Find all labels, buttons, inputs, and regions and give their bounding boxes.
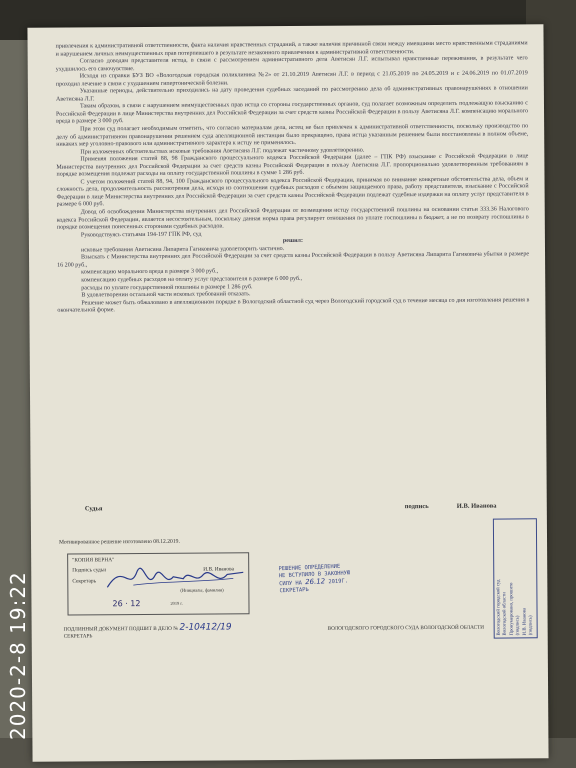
stamp-line-2: НЕ ВСТУПИЛО В ЗАКОННУЮ: [278, 570, 351, 580]
copy-stamp-secretary: Секретарь: [72, 578, 97, 585]
copy-stamp-year: 2019 г.: [170, 600, 183, 606]
binding-stamp-line: Пронумеровано, прошито: [509, 582, 515, 636]
signature-row: [85, 502, 525, 515]
copy-stamp-date: 26 · 12: [112, 599, 141, 609]
paragraph: Указанные периоды, действительно приходились на дату проведения судебных заседаний по рассмотрению дела об административных правонарушениях в отношении Аветисяна Л.Г.: [55, 85, 528, 103]
original-filed-note: [64, 624, 232, 640]
paragraph: расходы по уплате государственной пошлины в размере 1 286 руб.: [81, 283, 253, 291]
copy-stamp-judge-signature: Подпись судьи: [72, 567, 107, 574]
stamp-date-handwritten: 26.12: [304, 577, 326, 587]
original-filed-label: ПОДЛИННЫЙ ДОКУМЕНТ ПОДШИТ В ДЕЛО №: [63, 625, 179, 633]
paragraph: При этом суд полагает необходимым отметить, что согласно материалам дела, истец не был привлечен к административной ответственности, поскольку производство по делу об административном правонарушении решением суда апелляционной инстанции было прекращено, права истца указанным решением были восстановлены в полном объеме, никаких мер уголовно-правового или административного характера к истцу не применялось.: [56, 123, 529, 148]
paragraph: Довод об освобождении Министерства внутренних дел Российской Федерации от возмещения истцу государственной пошлины на основании статьи 333.36 Налогового кодекса Российской Федерации, является несостоятельным, поскольку данная норма права регулирует отношения по уплате госпошлины в бюджет, а не по возврату госпошлины в порядке возмещения понесенных сторонами судебных расходов.: [56, 206, 529, 231]
binding-stamp-line: Вологодской области: [502, 592, 509, 636]
paragraph: Согласно доводам представителя истца, в связи с рассмотрением административного дела Аветисян Л.Г. испытывал нравственные переживания, в результате чего ухудшилось его самочувствие.: [55, 55, 528, 73]
paragraph: Решение может быть обжаловано в апелляционном порядке в Вологодский областной суд через Вологодский городской суд в течение месяца со дня изготовления решения в окончательной форме.: [57, 296, 530, 314]
paragraph: Таким образом, в связи с нарушением неимущественных прав истца со стороны государственных органов, суд полагает возможным определить подлежащую взысканию с Российской Федерации в лице Министерства внутренних дел Российской Федерации за счет средств казны Российской Федерации в пользу Аветисяна Л.Г. компенсацию морального вреда в размере 3 000 руб.: [56, 100, 529, 126]
binding-stamp-line: (подпись): [515, 615, 521, 636]
paragraph: компенсацию морального вреда в размере 3 000 руб.,: [81, 268, 219, 276]
binding-stamp-line: Вологодский городской суд: [496, 579, 502, 636]
reasoned-decision-note: Мотивированное решение изготовлено 08.12.2019.: [59, 538, 180, 546]
paragraph: Руководствуясь статьями 194-197 ГПК РФ, суд: [80, 231, 202, 239]
paragraph: исковые требования Аветисяна Липарита Гагиковича удовлетворить частично.: [80, 245, 285, 254]
paragraph: решил:: [282, 238, 303, 245]
paragraph: При изложенных обстоятельствах исковые требования Аветисяна Л.Г. подлежат частичному удовлетворению.: [80, 147, 365, 156]
judge-name: И.В. Иванова: [456, 502, 497, 510]
copy-stamp-title: "КОПИЯ ВЕРНА": [72, 557, 115, 564]
judge-label: Судья: [84, 505, 103, 513]
not-in-force-stamp: [278, 561, 406, 610]
paragraph: В удовлетворении остальной части исковых требований отказать.: [81, 291, 251, 299]
binding-stamp-line: (подпись): [528, 615, 534, 636]
stamp-line-4: СЕКРЕТАРЬ: [279, 587, 309, 595]
binding-stamp-line: И.В. Иванова: [522, 607, 528, 636]
signature-label: подпись: [404, 503, 429, 511]
document-body: [56, 40, 530, 315]
court-name: ВОЛОГОДСКОГО ГОРОДСКОГО СУДА ВОЛОГОДСКОЙ ОБЛАСТИ: [327, 624, 485, 632]
copy-stamp-caption: (Инициалы, фамилия): [180, 587, 224, 593]
handwritten-signature: [103, 556, 253, 597]
binding-stamp: [493, 518, 538, 638]
stamp-line-1: РЕШЕНИЕ ОПРЕДЕЛЕНИЕ: [278, 563, 341, 573]
stamp-line-3-a: СИЛУ НА: [279, 580, 303, 588]
document-page: [27, 24, 548, 762]
secretary-label: СЕКРЕТАРЬ: [63, 633, 93, 640]
paragraph: Исходя из справки БУЗ ВО «Вологодская городская поликлиника №2» от 21.10.2019 Аветисян Л.Г. в период с 21.05.2019 по 24.05.2019 и с 24.06.2019 по 01.07.2019 проходил лечение в связи с ухудшением гипертонической болезни.: [55, 70, 528, 88]
paragraph: привлечения к административной ответственности, факта наличия нравственных страданий, а также наличия причинной связи между имевшими место нравственными страданиями и нарушением личных неимущественных прав потерпевшего в результате незаконного привлечения к административной ответственности.: [55, 40, 528, 58]
paragraph: Взыскать с Министерства внутренних дел Российской Федерации за счет средств казны Российской Федерации в пользу Аветисяна Липарита Гагиковича убытки в размере 16 200 руб.,: [57, 251, 530, 269]
copy-stamp-judge-name: И.В. Иванова: [203, 566, 235, 573]
stamp-line-3-c: 2019Г.: [328, 578, 349, 586]
paragraph: Применяя положения статей 88, 98 Гражданского процессуального кодекса Российской Федерации (далее – ГПК РФ) взыскание с Российской Федерации в лице Министерства внутренних дел Российской Федерации за счет средств казны Российской Федерации в пользу Аветисяна Л.Г. пропорционально удовлетворенным требованиям в порядке возмещения подлежат расходы на оплату государственной пошлины в сумме 1 286 руб.: [56, 153, 529, 178]
paragraph: компенсацию судебных расходов на оплату услуг представителя в размере 6 000 руб.,: [81, 275, 303, 284]
paragraph: С учетом положений статей 88, 94, 100 Гражданского процессуального кодекса Российской Федерации, принимая во внимание конкретные обстоятельства дела, объем и сложность дела, продолжительность рассмотрения дела, исходя из соотношения судебных расходов с объемом защищаемого права, работу представителя, взыскание с Российской Федерации в лице Министерства внутренних дел Российской Федерации за счет средств казны Российской Федерации подлежат судебные издержки на оплату услуг представителя в размере 6 000 руб.: [56, 176, 529, 209]
case-number: 2-10412/19: [179, 622, 232, 633]
photo-timestamp: 2020-2-8 19:22: [6, 571, 30, 740]
